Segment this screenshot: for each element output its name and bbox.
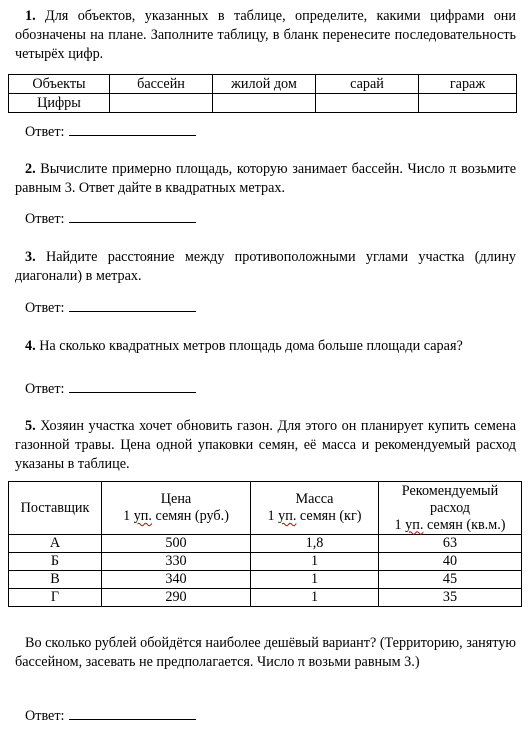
task-3-answer [25, 297, 196, 318]
task-3-statement: Найдите расстояние между противоположными углами участка (длину диагонали) в метрах. [15, 249, 517, 284]
table-row [9, 535, 522, 553]
answer-label: Ответ: [25, 381, 65, 397]
table-cell: 500 [102, 535, 251, 553]
answer-label: Ответ: [25, 211, 65, 227]
task-4-statement: На сколько квадратных метров площадь дома больше площади сарая? [39, 338, 463, 354]
table-cell: 35 [379, 589, 522, 607]
task-3-number: 3. [25, 249, 36, 265]
answer-field[interactable] [69, 705, 196, 720]
answer-cell-house[interactable] [213, 94, 316, 113]
table-header-cell: жилой дом [213, 75, 316, 94]
task-3-text [15, 248, 516, 286]
table-cell: 40 [379, 553, 522, 571]
header-rate-line3: 1 уп. семян (кв.м.) [394, 516, 506, 533]
header-mass-line2: 1 уп. семян (кг) [267, 508, 362, 524]
answer-field[interactable] [69, 121, 196, 136]
answer-field[interactable] [69, 208, 196, 223]
task-5-table [8, 481, 522, 607]
task-1-text [15, 7, 516, 64]
table-cell: 1 [251, 553, 379, 571]
answer-cell-pool[interactable] [110, 94, 213, 113]
task-4-text [15, 337, 516, 356]
answer-field[interactable] [69, 378, 196, 393]
header-rate-line1: Рекомендуемый [401, 482, 499, 499]
answer-label: Ответ: [25, 300, 65, 316]
header-mass-line1: Масса [295, 491, 334, 507]
table-row [9, 94, 517, 113]
table-row [9, 589, 522, 607]
table-cell: 330 [102, 553, 251, 571]
table-header-cell [9, 482, 102, 535]
task-4-number: 4. [25, 338, 36, 354]
task-2-statement: Вычислите примерно площадь, которую занимает бассейн. Число π возьмите равным 3. Ответ дайте в квадратных метрах. [15, 161, 517, 196]
table-cell: Цифры [9, 94, 110, 113]
table-header-cell [379, 482, 522, 535]
table-cell: А [9, 535, 102, 553]
table-header-cell: гараж [419, 75, 517, 94]
table-row [9, 553, 522, 571]
table-header-cell: бассейн [110, 75, 213, 94]
table-cell: 45 [379, 571, 522, 589]
task-2-answer [25, 208, 196, 229]
task-4-answer [25, 378, 196, 399]
task-1-answer [25, 121, 196, 142]
header-supplier: Поставщик [20, 499, 90, 516]
header-rate-line2: расход [430, 499, 470, 516]
table-cell: 340 [102, 571, 251, 589]
task-5-statement: Хозяин участка хочет обновить газон. Для этого он планирует купить семена газонной травы. Цена одной упаковки семян, её масса и рекомендуемый расход указаны в таблице. [15, 418, 517, 472]
table-header-cell: сарай [316, 75, 419, 94]
table-header-row [9, 75, 517, 94]
table-row [9, 571, 522, 589]
answer-label: Ответ: [25, 124, 65, 140]
answer-label: Ответ: [25, 708, 65, 724]
task-1-number: 1. [25, 8, 36, 24]
table-cell: 1,8 [251, 535, 379, 553]
table-header-cell [251, 482, 379, 535]
header-price-line2: 1 уп. семян (руб.) [123, 508, 229, 524]
table-cell: 63 [379, 535, 522, 553]
answer-cell-shed[interactable] [316, 94, 419, 113]
answer-field[interactable] [69, 297, 196, 312]
table-cell: 290 [102, 589, 251, 607]
table-cell: Г [9, 589, 102, 607]
answer-cell-garage[interactable] [419, 94, 517, 113]
table-cell: В [9, 571, 102, 589]
header-price-line1: Цена [160, 491, 192, 507]
task-5-text [15, 417, 516, 474]
task-5-question: Во сколько рублей обойдётся наиболее дешёвый вариант? (Территорию, занятую бассейном, засевать не предполагается. Число π возьми равным 3.) [15, 635, 516, 670]
table-header-cell [102, 482, 251, 535]
table-cell: 1 [251, 571, 379, 589]
table-cell: Б [9, 553, 102, 571]
task-5-answer [25, 705, 196, 726]
task-5-number: 5. [25, 418, 36, 434]
task-2-number: 2. [25, 161, 36, 177]
task-1-statement: Для объектов, указанных в таблице, определите, какими цифрами они обозначены на плане. Заполните таблицу, в бланк перенесите последовательность четырёх цифр. [15, 8, 516, 62]
table-header-row [9, 482, 522, 535]
task-1-table [8, 74, 517, 113]
task-2-text [15, 160, 516, 198]
table-header-cell: Объекты [9, 75, 110, 94]
table-cell: 1 [251, 589, 379, 607]
